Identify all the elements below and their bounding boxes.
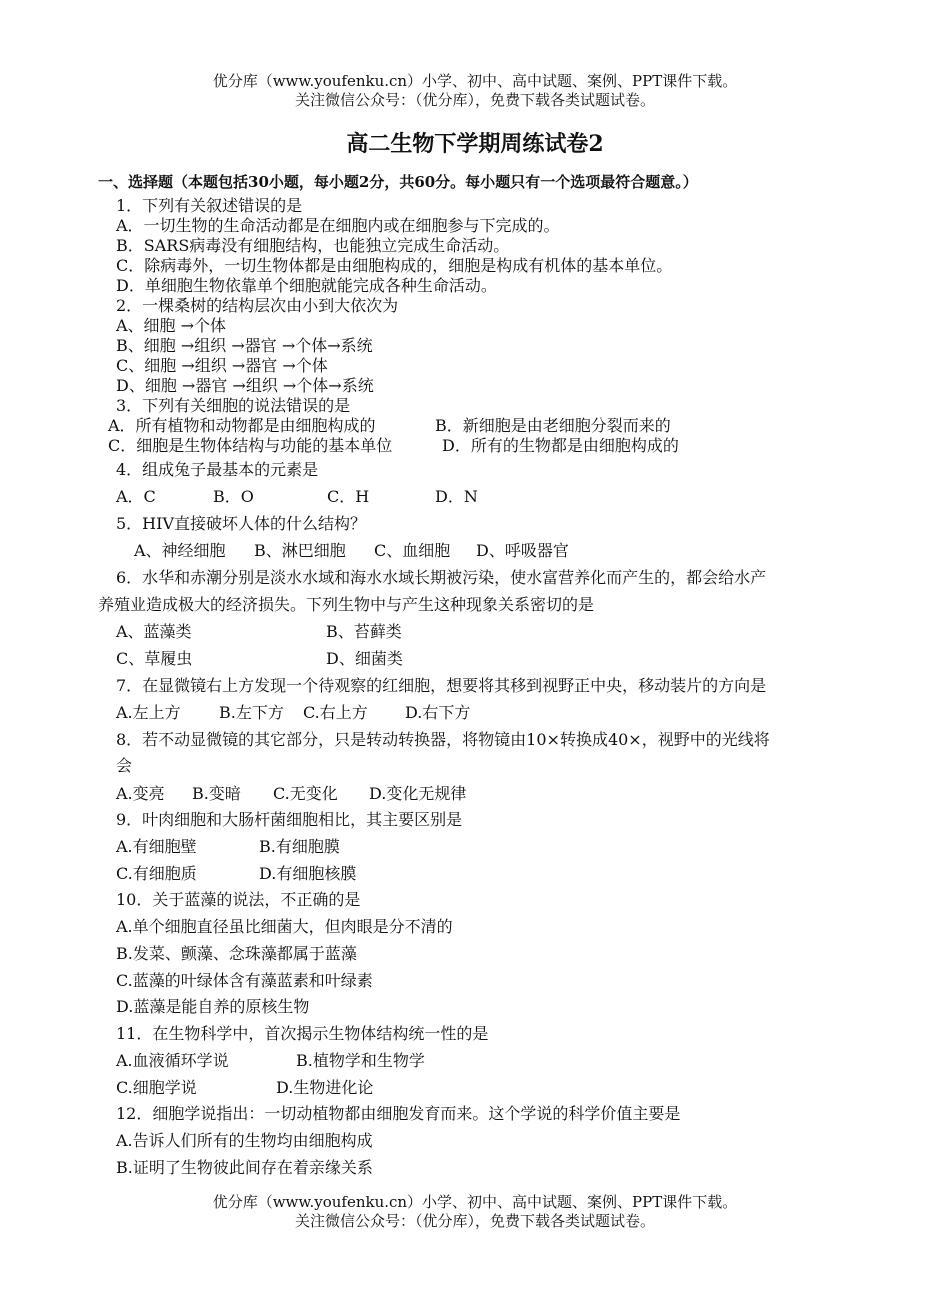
page-header — [0, 72, 950, 110]
option-d: D.右下方 — [405, 703, 471, 722]
option-b: B．SARS病毒没有细胞结构，也能独立完成生命活动。 — [116, 236, 510, 255]
option-c: C、血细胞 — [374, 541, 451, 560]
option-c: C．细胞是生物体结构与功能的基本单位 — [108, 436, 393, 455]
header-line-2: 关注微信公众号：（优分库），免费下载各类试题试卷。 — [294, 91, 655, 109]
option-a: A、蓝藻类 — [116, 622, 192, 641]
option-c: C.无变化 — [273, 784, 338, 803]
option-a: A.血液循环学说 — [116, 1051, 229, 1070]
option-c: C.右上方 — [303, 703, 368, 722]
option-d: D、细胞 →器官 →组织 →个体→系统 — [116, 376, 374, 395]
option-d: D.变化无规律 — [369, 784, 467, 803]
option-c: C.蓝藻的叶绿体含有藻蓝素和叶绿素 — [116, 971, 373, 990]
question-stem: 12．细胞学说指出：一切动植物都由细胞发育而来。这个学说的科学价值主要是 — [116, 1104, 681, 1123]
question-stem: 2．一棵桑树的结构层次由小到大依次为 — [116, 296, 399, 315]
question-stem: 7．在显微镜右上方发现一个待观察的红细胞，想要将其移到视野正中央，移动装片的方向是 — [116, 676, 767, 695]
option-d: D．所有的生物都是由细胞构成的 — [442, 436, 679, 455]
footer-line-1: 优分库（www.youfenku.cn）小学、初中、高中试题、案例、PPT课件下载。 — [212, 1193, 738, 1211]
question-stem: 9．叶肉细胞和大肠杆菌细胞相比，其主要区别是 — [116, 810, 463, 829]
question-stem-continued: 养殖业造成极大的经济损失。下列生物中与产生这种现象关系密切的是 — [98, 595, 595, 614]
question-stem: 6．水华和赤潮分别是淡水水域和海水水域长期被污染，使水富营养化而产生的，都会给水产 — [116, 568, 767, 587]
option-b: B．新细胞是由老细胞分裂而来的 — [435, 416, 671, 435]
option-b: B.变暗 — [192, 784, 241, 803]
option-d: D.有细胞核膜 — [259, 864, 357, 883]
header-line-1: 优分库（www.youfenku.cn）小学、初中、高中试题、案例、PPT课件下载。 — [212, 72, 738, 90]
option-a: A、细胞 →个体 — [116, 316, 227, 335]
option-a: A.告诉人们所有的生物均由细胞构成 — [116, 1131, 373, 1150]
option-b: B.发菜、颤藻、念珠藻都属于蓝藻 — [116, 944, 357, 963]
question-stem: 10．关于蓝藻的说法，不正确的是 — [116, 890, 361, 909]
option-b: B.植物学和生物学 — [296, 1051, 425, 1070]
option-a: A.左上方 — [116, 703, 181, 722]
option-b: B.证明了生物彼此间存在着亲缘关系 — [116, 1158, 373, 1177]
option-d: D、细菌类 — [326, 649, 403, 668]
option-d: D．单细胞生物依靠单个细胞就能完成各种生命活动。 — [116, 276, 497, 295]
question-stem: 5．HIV直接破坏人体的什么结构？ — [116, 514, 367, 533]
option-a: A.有细胞壁 — [116, 837, 197, 856]
option-a: A．C — [116, 487, 156, 506]
question-stem: 4．组成兔子最基本的元素是 — [116, 460, 319, 479]
option-d: D.蓝藻是能自养的原核生物 — [116, 997, 310, 1016]
option-b: B.有细胞膜 — [259, 837, 340, 856]
option-d: D、呼吸器官 — [476, 541, 569, 560]
option-c: C.有细胞质 — [116, 864, 197, 883]
option-c: C、草履虫 — [116, 649, 193, 668]
question-stem: 8．若不动显微镜的其它部分，只是转动转换器，将物镜由10×转换成40×，视野中的光线将 — [116, 730, 770, 749]
section-heading: 一、选择题（本题包括30小题，每小题2分，共60分。每小题只有一个选项最符合题意。） — [98, 173, 698, 191]
option-c: C、细胞 →组织 →器官 →个体 — [116, 356, 328, 375]
option-b: B.左下方 — [219, 703, 284, 722]
page-footer — [0, 1193, 950, 1231]
footer-line-2: 关注微信公众号：（优分库），免费下载各类试题试卷。 — [294, 1212, 655, 1230]
option-b: B．O — [213, 487, 254, 506]
option-a: A、神经细胞 — [134, 541, 226, 560]
question-stem-continued: 会 — [116, 756, 133, 775]
option-d: D.生物进化论 — [276, 1078, 374, 1097]
option-b: B、细胞 →组织 →器官 →个体→系统 — [116, 336, 373, 355]
option-a: A.单个细胞直径虽比细菌大，但肉眼是分不清的 — [116, 917, 453, 936]
option-a: A.变亮 — [116, 784, 165, 803]
option-b: B、苔藓类 — [326, 622, 402, 641]
option-b: B、淋巴细胞 — [254, 541, 346, 560]
option-a: A．所有植物和动物都是由细胞构成的 — [108, 416, 376, 435]
question-stem: 3．下列有关细胞的说法错误的是 — [116, 396, 351, 415]
question-stem: 1．下列有关叙述错误的是 — [116, 196, 303, 215]
exam-title: 高二生物下学期周练试卷2 — [346, 131, 604, 157]
option-a: A．一切生物的生命活动都是在细胞内或在细胞参与下完成的。 — [116, 216, 560, 235]
option-d: D．N — [435, 487, 478, 506]
question-stem: 11．在生物科学中，首次揭示生物体结构统一性的是 — [116, 1024, 489, 1043]
option-c: C.细胞学说 — [116, 1078, 197, 1097]
option-c: C．除病毒外，一切生物体都是由细胞构成的，细胞是构成有机体的基本单位。 — [116, 256, 673, 275]
option-c: C．H — [327, 487, 370, 506]
